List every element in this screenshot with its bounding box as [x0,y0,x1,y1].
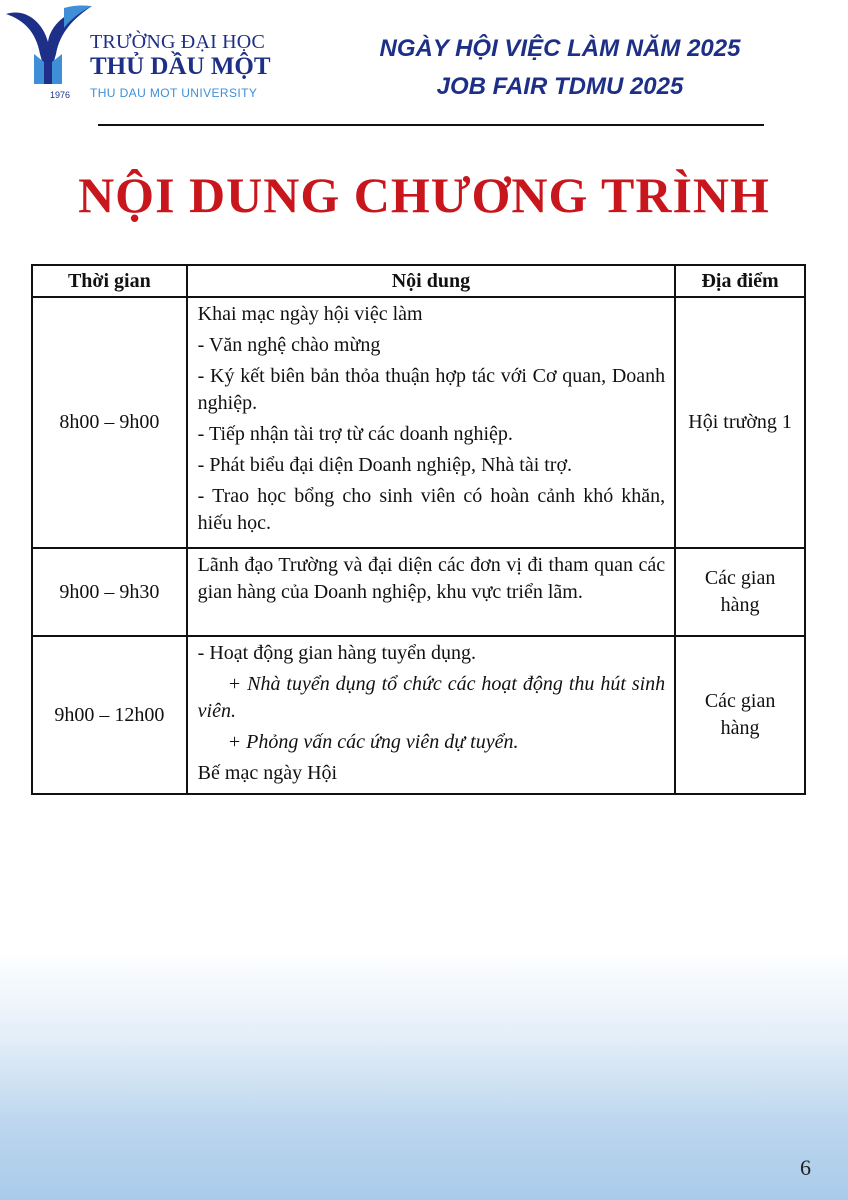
row-place: Các gian hàng [675,636,805,794]
page-number: 6 [800,1155,811,1180]
content-line: - Phát biểu đại diện Doanh nghiệp, Nhà tài trợ. [197,454,573,476]
row-time: 9h00 – 9h30 [32,548,187,636]
row-content [187,636,676,794]
content-line: Lãnh đạo Trường và đại diện các đơn vị đi tham quan các gian hàng của Doanh nghiệp, khu vực triển lãm. [197,554,666,603]
content-line: - Văn nghệ chào mừng [197,334,381,356]
event-title-en: JOB FAIR TDMU 2025 [436,73,684,100]
logo-university-label: TRƯỜNG ĐẠI HỌC [90,31,265,53]
content-line: - Trao học bổng cho sinh viên có hoàn cảnh khó khăn, hiếu học. [197,485,666,534]
header-place: Địa điểm [675,265,805,297]
content-line: Bế mạc ngày Hội [197,762,338,784]
content-line: - Tiếp nhận tài trợ từ các doanh nghiệp. [197,423,513,445]
content-line: - Hoạt động gian hàng tuyển dụng. [197,642,476,664]
logo-university-english: THU DAU MOT UNIVERSITY [90,86,258,100]
table-row [32,548,805,636]
event-title-vi: NGÀY HỘI VIỆC LÀM NĂM 2025 [379,35,741,62]
content-line: - Ký kết biên bản thỏa thuận hợp tác với Cơ quan, Doanh nghiệp. [197,365,666,414]
content-line: Khai mạc ngày hội việc làm [197,303,423,325]
row-time: 9h00 – 12h00 [32,636,187,794]
table-row [32,636,805,794]
content-line: + Phỏng vấn các ứng viên dự tuyển. [227,731,519,753]
program-table [31,264,806,795]
header-divider [98,124,764,126]
row-content [187,297,676,548]
university-logo [0,0,280,110]
header-content: Nội dung [187,265,676,297]
page-title: NỘI DUNG CHƯƠNG TRÌNH [78,167,770,223]
header-time: Thời gian [32,265,187,297]
logo-year: 1976 [50,90,71,100]
event-title [330,30,790,106]
logo-emblem-icon [4,2,94,102]
background-gradient [0,950,848,1200]
content-line: + Nhà tuyển dụng tổ chức các hoạt động thu hút sinh viên. [197,673,666,722]
table-header-row [32,265,805,297]
row-place: Hội trường 1 [675,297,805,548]
table-row [32,297,805,548]
logo-university-name: THỦ DẦU MỘT [90,53,271,80]
row-place: Các gian hàng [675,548,805,636]
row-content [187,548,676,636]
row-time: 8h00 – 9h00 [32,297,187,548]
